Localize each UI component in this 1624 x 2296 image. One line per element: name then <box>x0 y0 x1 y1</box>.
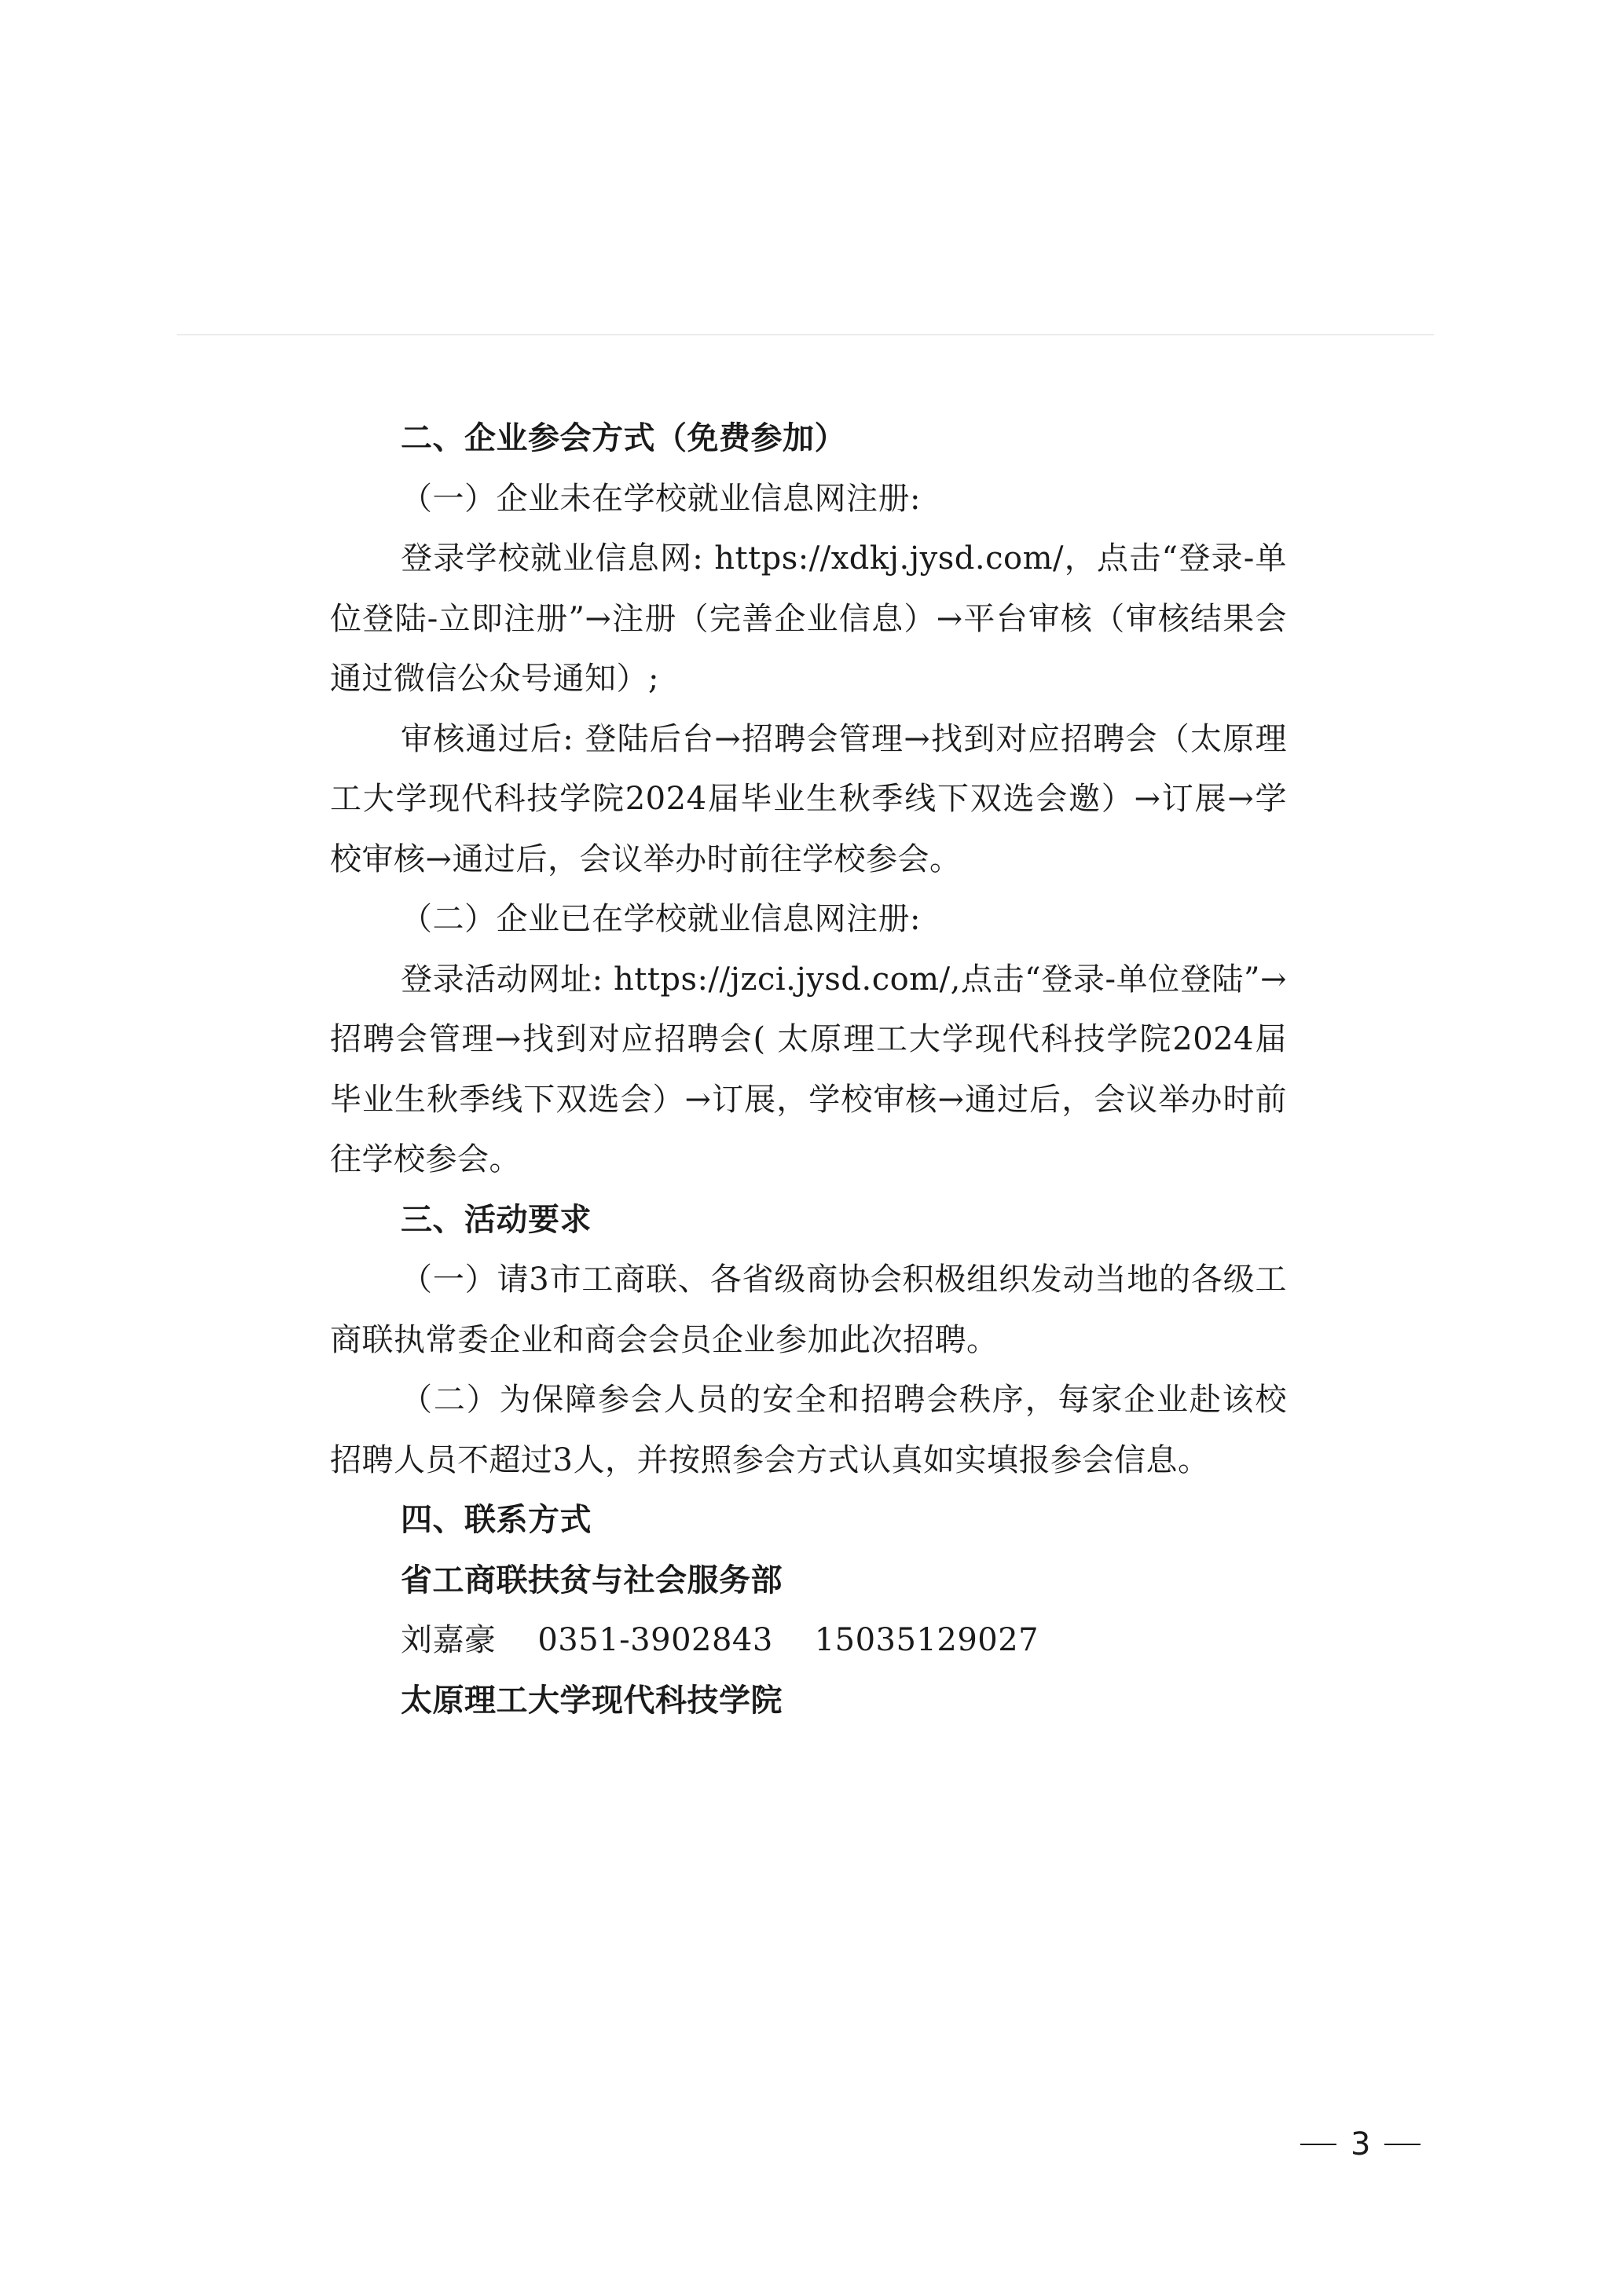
contact-name: 刘嘉豪 <box>401 1622 497 1658</box>
paragraph-after-approval: 审核通过后: 登陆后台→招聘会管理→找到对应招聘会（太原理工大学现代科技学院2024届毕业生秋季线下双选会邀）→订展→学校审核→通过后，会议举办时前往学校参会。 <box>330 720 1287 877</box>
contact-phone-landline: 0351-3902843 <box>537 1622 773 1658</box>
subsection-heading-unregistered: （一）企业未在学校就业信息网注册: <box>401 480 921 517</box>
top-divider <box>177 334 1434 335</box>
subsection-heading-registered: （二）企业已在学校就业信息网注册: <box>401 901 921 937</box>
paragraph-requirement-2: （二）为保障参会人员的安全和招聘会秩序，每家企业赴该校招聘人员不超过3人，并按照参会方式认真如实填报参会信息。 <box>330 1382 1287 1478</box>
contact-org-2: 太原理工大学现代科技学院 <box>401 1681 783 1719</box>
contact-phone-mobile: 15035129027 <box>814 1622 1039 1658</box>
page-number <box>1300 2122 1421 2166</box>
section-heading-contact: 四、联系方式 <box>401 1502 592 1538</box>
page-number-value: 3 <box>1351 2126 1371 2162</box>
contact-org-1: 省工商联扶贫与社会服务部 <box>401 1561 783 1598</box>
paragraph-register-steps: 登录学校就业信息网: https://xdkj.jysd.com/，点击“登录-单位登陆-立即注册”→注册（完善企业信息）→平台审核（审核结果会通过微信公众号通知）; <box>330 540 1287 697</box>
document-body <box>330 408 1287 1730</box>
contact-person-line <box>330 1610 1287 1671</box>
section-heading-requirements: 三、活动要求 <box>401 1201 592 1238</box>
paragraph-requirement-1: （一）请3市工商联、各省级商协会积极组织发动当地的各级工商联执常委企业和商会会员企业参加此次招聘。 <box>330 1262 1287 1358</box>
page-number-dash-right <box>1384 2144 1421 2145</box>
section-heading-participation: 二、企业参会方式（免费参加） <box>401 420 846 456</box>
page-number-dash-left <box>1300 2144 1336 2145</box>
paragraph-registered-steps: 登录活动网址: https://jzci.jysd.com/,点击“登录-单位登陆”→招聘会管理→找到对应招聘会( 太原理工大学现代科技学院2024届毕业生秋季线下双选会）→订展，学校审核→通过后，会议举办时前往学校参会。 <box>330 961 1287 1177</box>
